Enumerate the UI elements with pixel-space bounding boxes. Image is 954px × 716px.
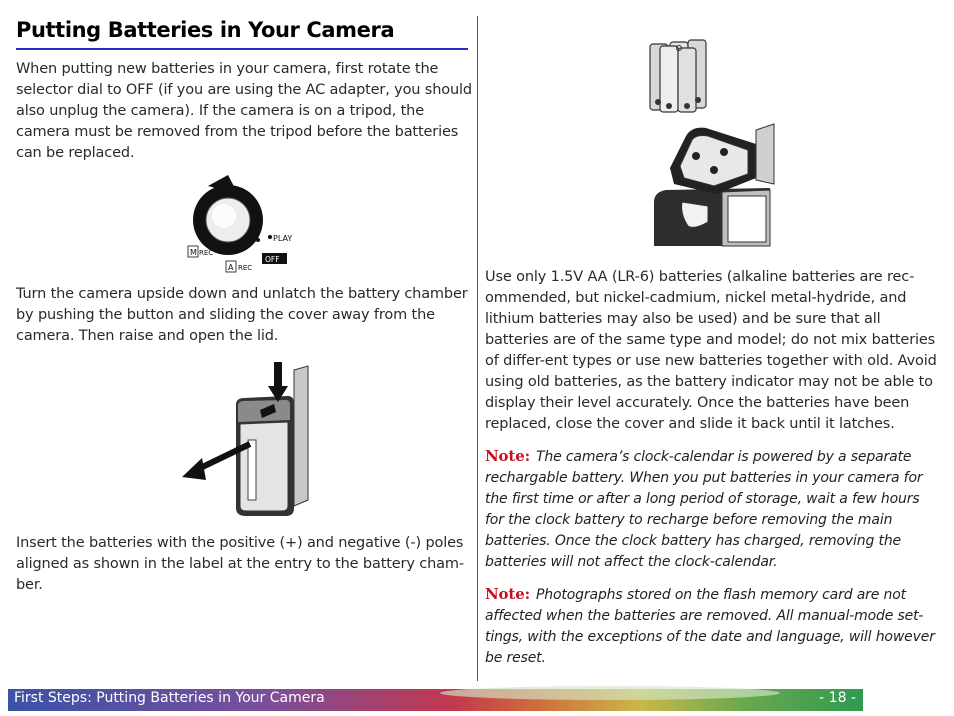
- battery-chamber-illustration: [176, 360, 311, 520]
- dial-play-label: PLAY: [273, 234, 293, 243]
- note-text: Photographs stored on the flash memory card are not affected when the batteries are removed. All manual-mode set-tings, with the exceptions of the date and language, will however be reset.: [485, 587, 935, 666]
- dial-m-letter: M: [190, 248, 197, 257]
- dial-m-rec-label: REC: [199, 249, 214, 257]
- page-number: - 18 -: [819, 690, 856, 706]
- open-chamber-illustration: [652, 122, 776, 248]
- battery-type-paragraph: Use only 1.5V AA (LR-6) batteries (alkaline batteries are rec-ommended, but nickel-cadmium, nickel metal-hydride, and lithium batteries may also be used) and be sure that all batteries are of the same type and model; do not mix batteries of differ-ent types or use new batteries together with old. Avoid using old batteries, as the battery indicator may not be able to display their level accurately. Once the batteries have been replaced, close the cover and slide it back until it latches.: [485, 269, 937, 432]
- note-label: Note:: [485, 585, 530, 603]
- intro-paragraph: When putting new batteries in your camera, first rotate the selector dial to OFF (if you are using the AC adapter, you should also unplug the camera). If the camera is on a tripod, the camera must be removed from the tripod before the batteries can be replaced.: [16, 61, 472, 161]
- open-chamber-paragraph: Turn the camera upside down and unlatch the battery chamber by pushing the button and sliding the cover away from the camera. Then raise and open the lid.: [16, 286, 468, 344]
- footer-swoosh: [440, 686, 780, 700]
- page-title: Putting Batteries in Your Camera: [16, 18, 468, 50]
- batteries-illustration: [646, 34, 711, 116]
- dial-a-rec-label: REC: [238, 264, 253, 272]
- column-divider: [477, 16, 478, 681]
- dial-a-letter: A: [228, 263, 234, 272]
- dial-off-label: OFF: [265, 255, 280, 264]
- note-label: Note:: [485, 447, 530, 465]
- note-text: The camera’s clock-calendar is powered by a separate rechargable battery. When you put batteries in your camera for the first time or after a long period of storage, wait a few hours for the clock battery to recharge before removing the main batteries. Once the clock battery has charged, removing the batteries will not affect the clock-calendar.: [485, 449, 923, 570]
- selector-dial-illustration: [180, 170, 310, 275]
- footer-section-title: First Steps: Putting Batteries in Your Camera: [14, 690, 325, 706]
- insert-paragraph: Insert the batteries with the positive (+) and negative (-) poles aligned as shown in the label at the entry to the battery cham-ber.: [16, 535, 464, 593]
- note-flash-memory: [485, 584, 937, 669]
- note-clock-calendar: [485, 446, 937, 573]
